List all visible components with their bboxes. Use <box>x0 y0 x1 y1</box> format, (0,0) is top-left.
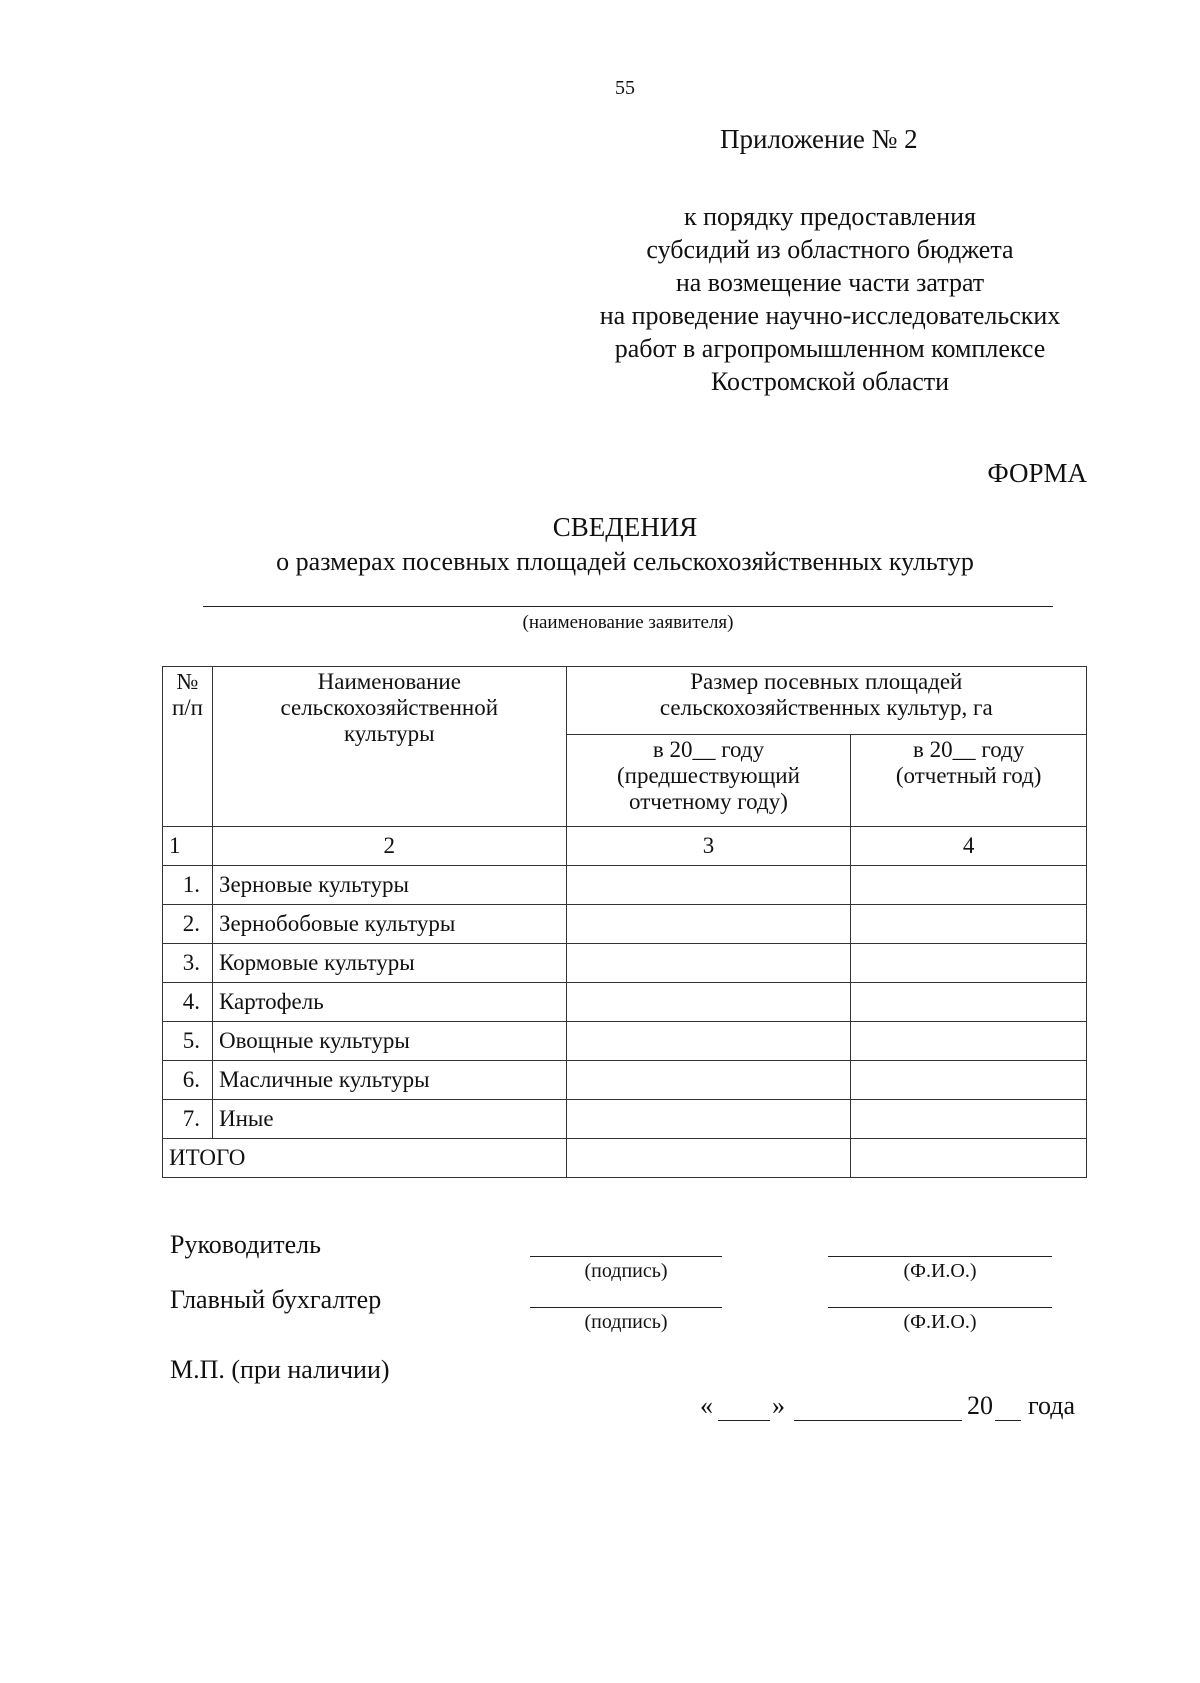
header-crop-name <box>212 667 566 827</box>
head-name-line[interactable] <box>828 1256 1052 1257</box>
applicant-name-line[interactable] <box>203 606 1053 607</box>
total-reporting-year-cell[interactable] <box>851 1139 1087 1178</box>
table-row <box>163 905 1087 944</box>
reporting-year-cell[interactable] <box>851 1100 1087 1139</box>
applicant-caption: (наименование заявителя) <box>522 612 734 633</box>
accountant-signature-caption: (подпись) <box>584 1311 668 1333</box>
appendix-title: Приложение № 2 <box>720 124 918 154</box>
accountant-role-label: Главный бухгалтер <box>170 1285 382 1314</box>
appendix-line: на возмещение части затрат <box>675 268 985 297</box>
crop-name: Картофель <box>212 983 566 1022</box>
year-prefix: 20 <box>967 1391 993 1420</box>
column-number: 3 <box>566 827 851 866</box>
row-number: 3. <box>163 944 213 983</box>
header-number <box>163 667 213 827</box>
accountant-name-line[interactable] <box>828 1307 1052 1308</box>
previous-year-cell[interactable] <box>566 905 851 944</box>
date-line <box>700 1391 1090 1425</box>
reporting-year-cell[interactable] <box>851 866 1087 905</box>
year-suffix: года <box>1028 1391 1076 1420</box>
appendix-line: работ в агропромышленном комплексе <box>614 334 1046 363</box>
accountant-signature-line[interactable] <box>530 1307 722 1308</box>
header-name-line: сельскохозяйственной <box>280 695 499 720</box>
column-number: 4 <box>851 827 1087 866</box>
appendix-line: субсидий из областного бюджета <box>646 235 1014 264</box>
column-number-row <box>163 827 1087 866</box>
reporting-year-cell[interactable] <box>851 1022 1087 1061</box>
date-close-quote: » <box>772 1391 785 1420</box>
previous-year-cell[interactable] <box>566 983 851 1022</box>
crop-name: Кормовые культуры <box>212 944 566 983</box>
reporting-year-cell[interactable] <box>851 944 1087 983</box>
row-number: 4. <box>163 983 213 1022</box>
header-area-size <box>566 667 1086 735</box>
head-signature-caption: (подпись) <box>584 1260 668 1282</box>
header-name-line: Наименование <box>317 669 461 694</box>
header-size-line: Размер посевных площадей <box>690 669 963 694</box>
seal-label: М.П. (при наличии) <box>170 1355 390 1384</box>
page-number: 55 <box>615 77 635 99</box>
header-prev-line: в 20__ году <box>652 737 765 762</box>
date-open-quote: « <box>700 1391 713 1420</box>
total-label: ИТОГО <box>163 1139 567 1178</box>
crop-name: Зерновые культуры <box>212 866 566 905</box>
table-row <box>163 983 1087 1022</box>
header-size-line: сельскохозяйственных культур, га <box>659 695 993 720</box>
crop-name: Иные <box>212 1100 566 1139</box>
reporting-year-cell[interactable] <box>851 983 1087 1022</box>
document-subtitle: о размерах посевных площадей сельскохозяйственных культур <box>276 547 974 576</box>
row-number: 6. <box>163 1061 213 1100</box>
row-number: 7. <box>163 1100 213 1139</box>
column-number: 2 <box>212 827 566 866</box>
table-row <box>163 866 1087 905</box>
header-prev-line: отчетному году) <box>629 789 788 814</box>
appendix-line: на проведение научно-исследовательских <box>599 301 1061 330</box>
year-blank[interactable] <box>995 1420 1021 1421</box>
reporting-year-cell[interactable] <box>851 1061 1087 1100</box>
row-number: 2. <box>163 905 213 944</box>
header-name-line: культуры <box>343 721 435 746</box>
crop-area-table <box>162 666 1087 1178</box>
appendix-line: к порядку предоставления <box>684 202 976 231</box>
month-blank[interactable] <box>794 1420 962 1421</box>
header-rep-line: в 20__ году <box>913 737 1025 762</box>
previous-year-cell[interactable] <box>566 944 851 983</box>
crop-name: Зернобобовые культуры <box>212 905 566 944</box>
document-title: СВЕДЕНИЯ <box>552 512 698 542</box>
header-prev-line: (предшествующий <box>617 763 800 788</box>
head-signature-line[interactable] <box>530 1256 722 1257</box>
head-role-label: Руководитель <box>170 1230 321 1259</box>
column-number: 1 <box>163 827 213 866</box>
total-previous-year-cell[interactable] <box>566 1139 851 1178</box>
table-row <box>163 1100 1087 1139</box>
crop-name: Овощные культуры <box>212 1022 566 1061</box>
previous-year-cell[interactable] <box>566 1022 851 1061</box>
row-number: 1. <box>163 866 213 905</box>
accountant-name-caption: (Ф.И.О.) <box>903 1311 977 1333</box>
header-number-line: № <box>176 669 199 694</box>
crop-name: Масличные культуры <box>212 1061 566 1100</box>
row-number: 5. <box>163 1022 213 1061</box>
total-row <box>163 1139 1087 1178</box>
table-row <box>163 1022 1087 1061</box>
appendix-text <box>510 200 1150 398</box>
reporting-year-cell[interactable] <box>851 905 1087 944</box>
header-rep-line: (отчетный год) <box>895 763 1042 788</box>
previous-year-cell[interactable] <box>566 1061 851 1100</box>
previous-year-cell[interactable] <box>566 866 851 905</box>
form-label: ФОРМА <box>987 458 1087 488</box>
appendix-line: Костромской области <box>710 367 950 396</box>
header-reporting-year <box>851 735 1087 827</box>
table-row <box>163 944 1087 983</box>
day-blank[interactable] <box>718 1420 770 1421</box>
previous-year-cell[interactable] <box>566 1100 851 1139</box>
table-header-row <box>163 667 1087 735</box>
table-row <box>163 1061 1087 1100</box>
header-number-line: п/п <box>171 695 203 720</box>
head-name-caption: (Ф.И.О.) <box>903 1260 977 1282</box>
header-previous-year <box>566 735 851 827</box>
